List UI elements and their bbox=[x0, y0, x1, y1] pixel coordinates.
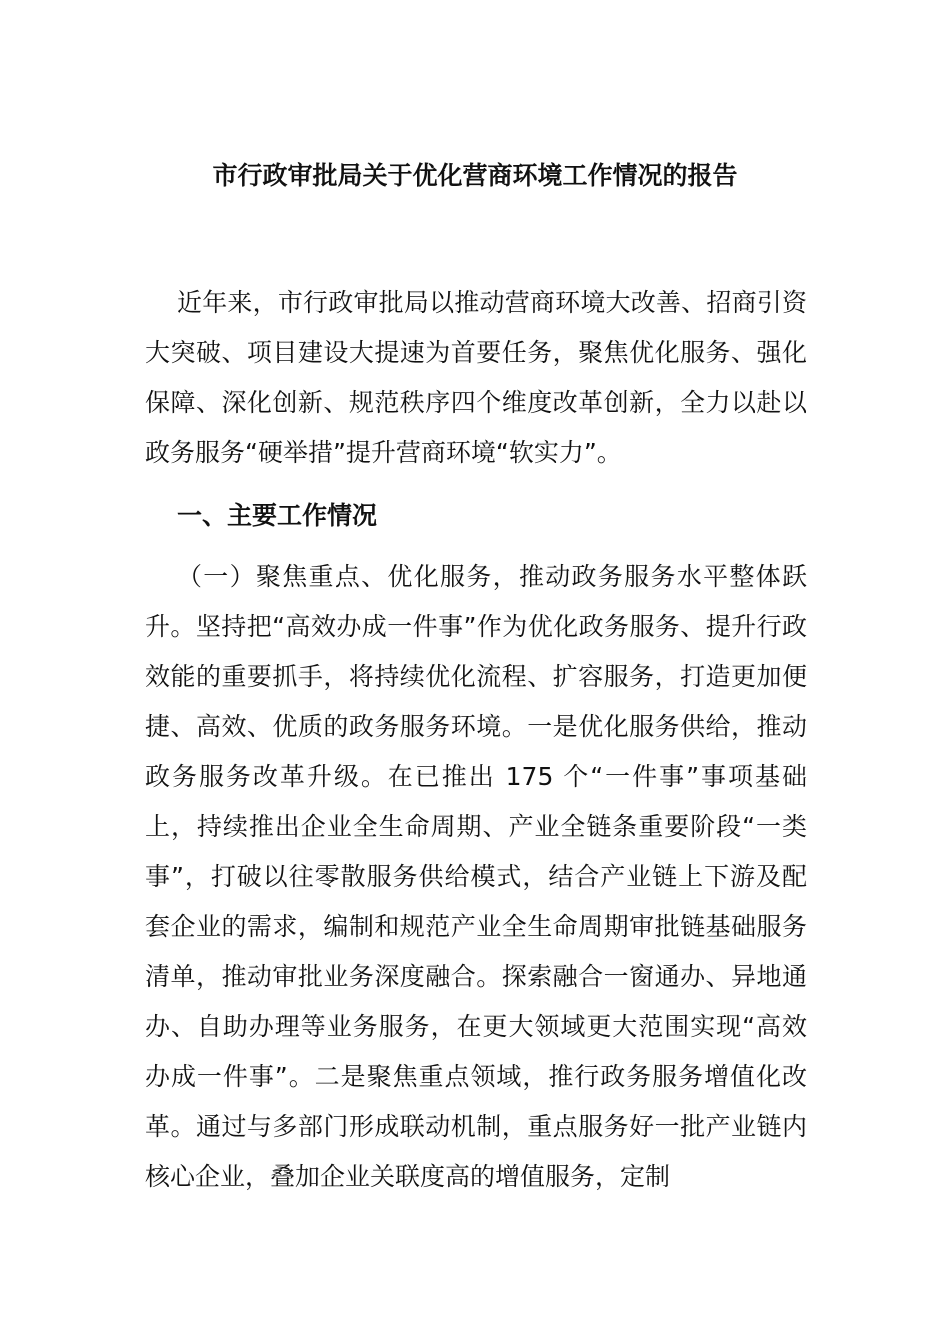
section-heading: 一、主要工作情况 bbox=[177, 501, 378, 530]
document-title: 市行政审批局关于优化营商环境工作情况的报告 bbox=[212, 161, 738, 190]
document-body bbox=[145, 278, 807, 1202]
section-paragraph: （一）聚焦重点、优化服务，推动政务服务水平整体跃升。坚持把“高效办成一件事”作为优化政务服务、提升行政效能的重要抓手，将持续优化流程、扩容服务，打造更加便捷、高效、优质的政务服务环境。一是优化服务供给，推动政务服务改革升级。在已推出 175 个“一件事”事项基础上，持续推出企业全生命周期、产业全链条重要阶段“一类事”，打破以往零散服务供给模式，结合产业链上下游及配套企业的需求，编制和规范产业全生命周期审批链基础服务清单，推动审批业务深度融合。探索融合一窗通办、异地通办、自助办理等业务服务，在更大领域更大范围实现“高效办成一件事”。二是聚焦重点领域，推行政务服务增值化改革。通过与多部门形成联动机制，重点服务好一批产业链内核心企业，叠加企业关联度高的增值服务，定制 bbox=[145, 562, 807, 1191]
intro-paragraph: 近年来，市行政审批局以推动营商环境大改善、招商引资大突破、项目建设大提速为首要任务，聚焦优化服务、强化保障、深化创新、规范秩序四个维度改革创新，全力以赴以政务服务“硬举措”提升营商环境“软实力”。 bbox=[145, 288, 807, 467]
